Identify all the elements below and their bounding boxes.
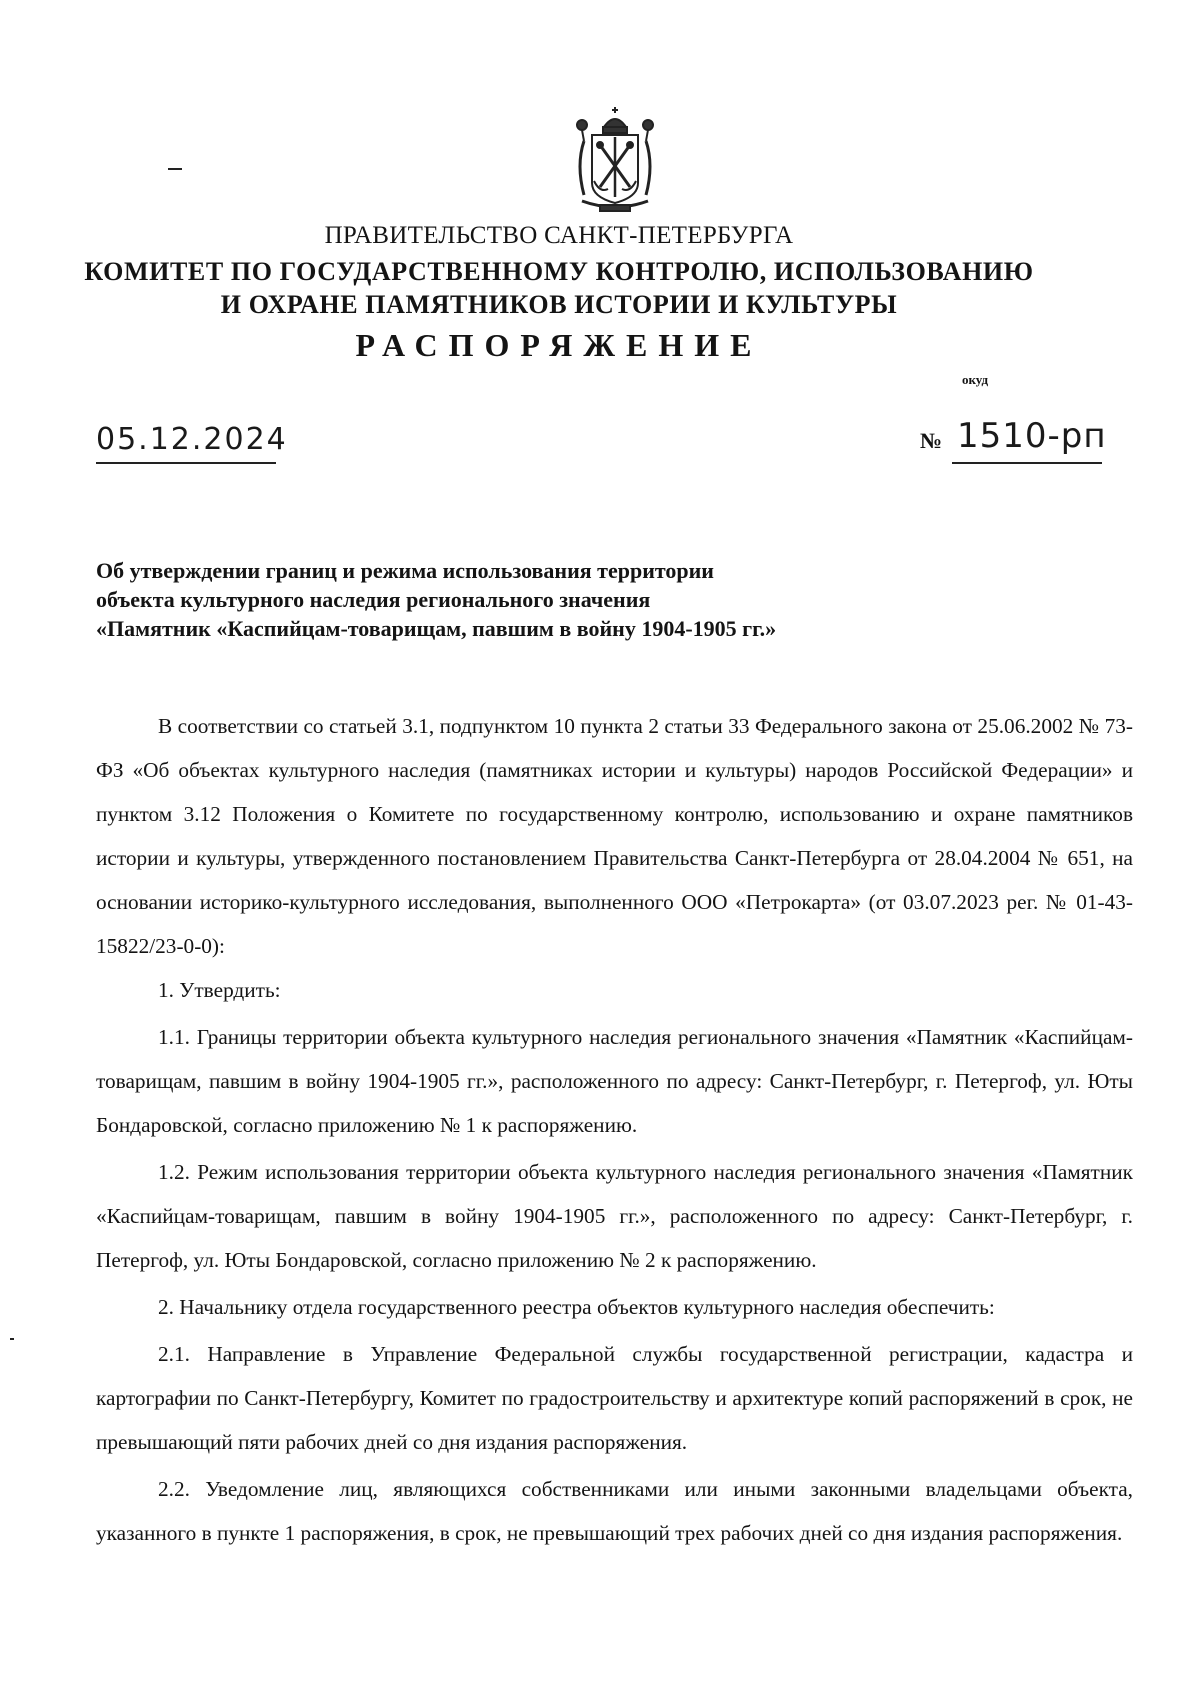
date-underline	[96, 462, 276, 464]
decree-subject	[96, 556, 996, 643]
subject-line: Об утверждении границ и режима использования территории	[96, 558, 714, 583]
committee-name-line-2: И ОХРАНЕ ПАМЯТНИКОВ ИСТОРИИ И КУЛЬТУРЫ	[220, 290, 898, 319]
clause-1-2: 1.2. Режим использования территории объекта культурного наследия регионального значения «Памятник «Каспийцам-товарищам, павшим в войну 1904-1905 гг.», расположенного по адресу: Санкт-Петербург, г. Петергоф, ул. Юты Бондаровской, согласно приложению № 2 к распоряжению.	[96, 1160, 1133, 1272]
decree-body	[96, 704, 1133, 1555]
preamble-paragraph: В соответствии со статьей 3.1, подпунктом 10 пункта 2 статьи 33 Федерального закона от 25.06.2002 № 73-ФЗ «Об объектах культурного наследия (памятниках истории и культуры) народов Российской Федерации» и пунктом 3.12 Положения о Комитете по государственному контролю, использованию и охране памятников истории и культуры, утвержденного постановлением Правительства Санкт-Петербурга от 28.04.2004 № 651, на основании историко-культурного исследования, выполненного ООО «Петрокарта» (от 03.07.2023 рег. № 01-43-15822/23-0-0):	[96, 714, 1133, 958]
clause-1: 1. Утвердить:	[158, 978, 281, 1002]
subject-line: «Памятник «Каспийцам-товарищам, павшим в войну 1904-1905 гг.»	[96, 616, 777, 641]
clause-2-1: 2.1. Направление в Управление Федеральной службы государственной регистрации, кадастра и картографии по Санкт-Петербургу, Комитет по градостроительству и архитектуре копий распоряжений в срок, не превышающий пяти рабочих дней со дня издания распоряжения.	[96, 1342, 1133, 1454]
scan-mark	[10, 1338, 14, 1340]
coat-of-arms-icon	[570, 105, 660, 215]
decree-date: 05.12.2024	[96, 422, 288, 457]
clause-2: 2. Начальнику отдела государственного реестра объектов культурного наследия обеспечить:	[158, 1295, 995, 1319]
subject-line: объекта культурного наследия регионального значения	[96, 587, 651, 612]
clause-2-2: 2.2. Уведомление лиц, являющихся собственниками или иными законными владельцами объекта, указанного в пункте 1 распоряжения, в срок, не превышающий трех рабочих дней со дня издания распоряжения.	[96, 1477, 1133, 1545]
okud-label: окуд	[962, 372, 989, 387]
number-underline	[952, 462, 1102, 464]
decree-number: 1510-рп	[957, 416, 1107, 456]
scan-mark	[168, 168, 182, 170]
clause-1-1: 1.1. Границы территории объекта культурного наследия регионального значения «Памятник «Каспийцам-товарищам, павшим в войну 1904-1905 гг.», расположенного по адресу: Санкт-Петербург, г. Петергоф, ул. Юты Бондаровской, согласно приложению № 1 к распоряжению.	[96, 1025, 1133, 1137]
number-sign: №	[920, 428, 943, 453]
document-type: РАСПОРЯЖЕНИЕ	[355, 327, 763, 363]
committee-name-line-1: КОМИТЕТ ПО ГОСУДАРСТВЕННОМУ КОНТРОЛЮ, ИСПОЛЬЗОВАНИЮ	[84, 257, 1034, 286]
government-name: ПРАВИТЕЛЬСТВО САНКТ-ПЕТЕРБУРГА	[324, 222, 794, 249]
